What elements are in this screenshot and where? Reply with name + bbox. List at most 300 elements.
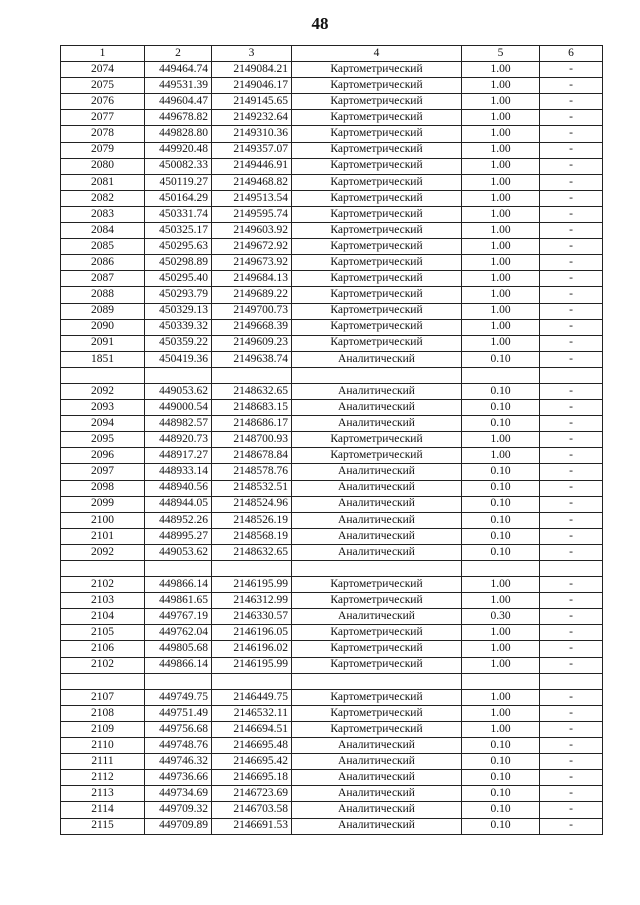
method-cell: Картометрический (292, 303, 462, 319)
point-number-cell: 2102 (61, 577, 145, 593)
table-row (61, 383, 603, 399)
x-coordinate-cell: 450331.74 (145, 206, 212, 222)
note-cell: - (540, 496, 603, 512)
accuracy-cell: 1.00 (462, 239, 540, 255)
page-number: 48 (311, 14, 329, 33)
x-coordinate-cell: 450325.17 (145, 223, 212, 239)
x-coordinate-cell: 449749.75 (145, 689, 212, 705)
method-cell: Картометрический (292, 657, 462, 673)
point-number-cell (61, 561, 145, 577)
point-number-cell: 2093 (61, 400, 145, 416)
table-row (61, 609, 603, 625)
table-row (61, 770, 603, 786)
point-number-cell: 2077 (61, 110, 145, 126)
y-coordinate-cell (212, 561, 292, 577)
method-cell: Аналитический (292, 528, 462, 544)
method-cell: Картометрический (292, 158, 462, 174)
note-cell: - (540, 383, 603, 399)
method-cell: Картометрический (292, 78, 462, 94)
y-coordinate-cell: 2149468.82 (212, 174, 292, 190)
accuracy-cell: 1.00 (462, 641, 540, 657)
point-number-cell: 2080 (61, 158, 145, 174)
method-cell (292, 367, 462, 383)
note-cell: - (540, 319, 603, 335)
accuracy-cell: 0.10 (462, 496, 540, 512)
table-row (61, 512, 603, 528)
y-coordinate-cell: 2149673.92 (212, 255, 292, 271)
x-coordinate-cell: 449767.19 (145, 609, 212, 625)
note-cell: - (540, 818, 603, 834)
header-col-2: 2 (145, 46, 212, 62)
point-number-cell (61, 367, 145, 383)
x-coordinate-cell: 449734.69 (145, 786, 212, 802)
y-coordinate-cell: 2149638.74 (212, 351, 292, 367)
x-coordinate-cell: 449531.39 (145, 78, 212, 94)
point-number-cell: 2078 (61, 126, 145, 142)
y-coordinate-cell: 2146694.51 (212, 721, 292, 737)
accuracy-cell: 1.00 (462, 593, 540, 609)
accuracy-cell: 0.10 (462, 464, 540, 480)
point-number-cell (61, 673, 145, 689)
y-coordinate-cell: 2149357.07 (212, 142, 292, 158)
method-cell: Картометрический (292, 110, 462, 126)
point-number-cell: 2104 (61, 609, 145, 625)
y-coordinate-cell: 2148578.76 (212, 464, 292, 480)
point-number-cell: 2114 (61, 802, 145, 818)
method-cell: Аналитический (292, 754, 462, 770)
y-coordinate-cell: 2149232.64 (212, 110, 292, 126)
y-coordinate-cell: 2149145.65 (212, 94, 292, 110)
table-row (61, 593, 603, 609)
y-coordinate-cell: 2149700.73 (212, 303, 292, 319)
note-cell: - (540, 802, 603, 818)
note-cell: - (540, 400, 603, 416)
y-coordinate-cell: 2149310.36 (212, 126, 292, 142)
accuracy-cell: 0.10 (462, 351, 540, 367)
point-number-cell: 2095 (61, 432, 145, 448)
y-coordinate-cell: 2149689.22 (212, 287, 292, 303)
note-cell (540, 561, 603, 577)
note-cell: - (540, 609, 603, 625)
method-cell: Аналитический (292, 609, 462, 625)
table-separator-row (61, 673, 603, 689)
y-coordinate-cell: 2146449.75 (212, 689, 292, 705)
point-number-cell: 2089 (61, 303, 145, 319)
y-coordinate-cell: 2146695.18 (212, 770, 292, 786)
x-coordinate-cell (145, 673, 212, 689)
x-coordinate-cell: 449861.65 (145, 593, 212, 609)
y-coordinate-cell: 2148678.84 (212, 448, 292, 464)
note-cell: - (540, 78, 603, 94)
point-number-cell: 2105 (61, 625, 145, 641)
accuracy-cell: 1.00 (462, 432, 540, 448)
table-separator-row (61, 561, 603, 577)
note-cell: - (540, 738, 603, 754)
accuracy-cell: 1.00 (462, 206, 540, 222)
point-number-cell: 2102 (61, 657, 145, 673)
y-coordinate-cell: 2149609.23 (212, 335, 292, 351)
table-row (61, 544, 603, 560)
accuracy-cell: 0.30 (462, 609, 540, 625)
header-col-6: 6 (540, 46, 603, 62)
y-coordinate-cell: 2148526.19 (212, 512, 292, 528)
method-cell: Картометрический (292, 335, 462, 351)
y-coordinate-cell: 2149513.54 (212, 190, 292, 206)
method-cell: Картометрический (292, 126, 462, 142)
accuracy-cell (462, 673, 540, 689)
note-cell: - (540, 239, 603, 255)
note-cell: - (540, 62, 603, 78)
y-coordinate-cell: 2149672.92 (212, 239, 292, 255)
accuracy-cell: 1.00 (462, 158, 540, 174)
y-coordinate-cell: 2148532.51 (212, 480, 292, 496)
header-col-1: 1 (61, 46, 145, 62)
table-row (61, 206, 603, 222)
table-row (61, 94, 603, 110)
accuracy-cell: 0.10 (462, 738, 540, 754)
method-cell: Аналитический (292, 383, 462, 399)
accuracy-cell: 0.10 (462, 528, 540, 544)
method-cell: Картометрический (292, 319, 462, 335)
x-coordinate-cell: 448982.57 (145, 416, 212, 432)
y-coordinate-cell: 2146695.42 (212, 754, 292, 770)
table-row (61, 738, 603, 754)
accuracy-cell: 1.00 (462, 319, 540, 335)
method-cell: Картометрический (292, 239, 462, 255)
note-cell: - (540, 641, 603, 657)
point-number-cell: 2109 (61, 721, 145, 737)
method-cell: Картометрический (292, 271, 462, 287)
x-coordinate-cell: 449464.74 (145, 62, 212, 78)
x-coordinate-cell (145, 367, 212, 383)
table-separator-row (61, 367, 603, 383)
point-number-cell: 2106 (61, 641, 145, 657)
accuracy-cell: 1.00 (462, 657, 540, 673)
note-cell: - (540, 142, 603, 158)
y-coordinate-cell: 2148632.65 (212, 383, 292, 399)
method-cell: Аналитический (292, 512, 462, 528)
method-cell: Аналитический (292, 496, 462, 512)
y-coordinate-cell: 2146196.05 (212, 625, 292, 641)
point-number-cell: 2113 (61, 786, 145, 802)
note-cell: - (540, 158, 603, 174)
y-coordinate-cell: 2146695.48 (212, 738, 292, 754)
x-coordinate-cell: 448952.26 (145, 512, 212, 528)
table-header-row (61, 46, 603, 62)
table-row (61, 496, 603, 512)
x-coordinate-cell: 450295.63 (145, 239, 212, 255)
x-coordinate-cell (145, 561, 212, 577)
point-number-cell: 2092 (61, 383, 145, 399)
note-cell: - (540, 528, 603, 544)
method-cell: Аналитический (292, 351, 462, 367)
table-row (61, 689, 603, 705)
table-row (61, 464, 603, 480)
table-row (61, 62, 603, 78)
point-number-cell: 2085 (61, 239, 145, 255)
point-number-cell: 2094 (61, 416, 145, 432)
point-number-cell: 2097 (61, 464, 145, 480)
x-coordinate-cell: 449000.54 (145, 400, 212, 416)
x-coordinate-cell: 449748.76 (145, 738, 212, 754)
accuracy-cell: 0.10 (462, 544, 540, 560)
accuracy-cell: 1.00 (462, 142, 540, 158)
note-cell: - (540, 416, 603, 432)
note-cell: - (540, 255, 603, 271)
point-number-cell: 2086 (61, 255, 145, 271)
x-coordinate-cell: 449053.62 (145, 383, 212, 399)
x-coordinate-cell: 450298.89 (145, 255, 212, 271)
x-coordinate-cell: 449604.47 (145, 94, 212, 110)
accuracy-cell: 1.00 (462, 335, 540, 351)
point-number-cell: 2103 (61, 593, 145, 609)
note-cell: - (540, 94, 603, 110)
point-number-cell: 2110 (61, 738, 145, 754)
accuracy-cell: 1.00 (462, 721, 540, 737)
note-cell: - (540, 206, 603, 222)
method-cell: Картометрический (292, 62, 462, 78)
table-row (61, 303, 603, 319)
y-coordinate-cell: 2148683.15 (212, 400, 292, 416)
y-coordinate-cell: 2146691.53 (212, 818, 292, 834)
note-cell: - (540, 223, 603, 239)
method-cell: Аналитический (292, 464, 462, 480)
y-coordinate-cell: 2146703.58 (212, 802, 292, 818)
x-coordinate-cell: 449866.14 (145, 577, 212, 593)
note-cell (540, 673, 603, 689)
accuracy-cell: 0.10 (462, 480, 540, 496)
x-coordinate-cell: 450419.36 (145, 351, 212, 367)
y-coordinate-cell: 2146195.99 (212, 657, 292, 673)
x-coordinate-cell: 449756.68 (145, 721, 212, 737)
point-number-cell: 2084 (61, 223, 145, 239)
method-cell: Аналитический (292, 416, 462, 432)
table-row (61, 110, 603, 126)
note-cell (540, 367, 603, 383)
table-row (61, 126, 603, 142)
x-coordinate-cell: 449751.49 (145, 705, 212, 721)
y-coordinate-cell: 2149084.21 (212, 62, 292, 78)
x-coordinate-cell: 449678.82 (145, 110, 212, 126)
x-coordinate-cell: 450119.27 (145, 174, 212, 190)
y-coordinate-cell: 2146195.99 (212, 577, 292, 593)
point-number-cell: 2090 (61, 319, 145, 335)
table-row (61, 721, 603, 737)
method-cell: Аналитический (292, 802, 462, 818)
header-col-4: 4 (292, 46, 462, 62)
y-coordinate-cell: 2146330.57 (212, 609, 292, 625)
accuracy-cell: 0.10 (462, 818, 540, 834)
method-cell: Аналитический (292, 770, 462, 786)
method-cell: Картометрический (292, 625, 462, 641)
method-cell: Картометрический (292, 223, 462, 239)
table-row (61, 416, 603, 432)
table-row (61, 335, 603, 351)
header-col-5: 5 (462, 46, 540, 62)
note-cell: - (540, 577, 603, 593)
accuracy-cell: 1.00 (462, 577, 540, 593)
accuracy-cell: 0.10 (462, 416, 540, 432)
point-number-cell: 1851 (61, 351, 145, 367)
point-number-cell: 2096 (61, 448, 145, 464)
y-coordinate-cell: 2149603.92 (212, 223, 292, 239)
point-number-cell: 2074 (61, 62, 145, 78)
y-coordinate-cell: 2146196.02 (212, 641, 292, 657)
note-cell: - (540, 335, 603, 351)
method-cell: Аналитический (292, 786, 462, 802)
x-coordinate-cell: 450339.32 (145, 319, 212, 335)
point-number-cell: 2075 (61, 78, 145, 94)
note-cell: - (540, 754, 603, 770)
point-number-cell: 2087 (61, 271, 145, 287)
accuracy-cell: 1.00 (462, 689, 540, 705)
method-cell: Картометрический (292, 593, 462, 609)
note-cell: - (540, 544, 603, 560)
table-row (61, 448, 603, 464)
point-number-cell: 2100 (61, 512, 145, 528)
table-row (61, 239, 603, 255)
table-row (61, 158, 603, 174)
x-coordinate-cell: 449709.89 (145, 818, 212, 834)
method-cell: Картометрический (292, 174, 462, 190)
accuracy-cell: 1.00 (462, 255, 540, 271)
table-row (61, 754, 603, 770)
accuracy-cell: 0.10 (462, 786, 540, 802)
table-row (61, 190, 603, 206)
x-coordinate-cell: 449762.04 (145, 625, 212, 641)
accuracy-cell: 0.10 (462, 754, 540, 770)
table-row (61, 400, 603, 416)
accuracy-cell: 1.00 (462, 110, 540, 126)
x-coordinate-cell: 449746.32 (145, 754, 212, 770)
accuracy-cell: 1.00 (462, 62, 540, 78)
point-number-cell: 2107 (61, 689, 145, 705)
note-cell: - (540, 705, 603, 721)
point-number-cell: 2101 (61, 528, 145, 544)
y-coordinate-cell: 2148686.17 (212, 416, 292, 432)
method-cell: Картометрический (292, 641, 462, 657)
note-cell: - (540, 464, 603, 480)
accuracy-cell: 1.00 (462, 190, 540, 206)
accuracy-cell: 1.00 (462, 287, 540, 303)
note-cell: - (540, 657, 603, 673)
table-row (61, 577, 603, 593)
table-row (61, 625, 603, 641)
method-cell: Аналитический (292, 818, 462, 834)
table-row (61, 319, 603, 335)
note-cell: - (540, 126, 603, 142)
accuracy-cell: 0.10 (462, 383, 540, 399)
method-cell: Картометрический (292, 432, 462, 448)
note-cell: - (540, 287, 603, 303)
method-cell: Картометрический (292, 94, 462, 110)
method-cell: Картометрический (292, 721, 462, 737)
note-cell: - (540, 190, 603, 206)
y-coordinate-cell: 2149595.74 (212, 206, 292, 222)
table-row (61, 255, 603, 271)
table-row (61, 818, 603, 834)
accuracy-cell (462, 561, 540, 577)
x-coordinate-cell: 448917.27 (145, 448, 212, 464)
note-cell: - (540, 625, 603, 641)
note-cell: - (540, 174, 603, 190)
accuracy-cell: 0.10 (462, 802, 540, 818)
note-cell: - (540, 593, 603, 609)
method-cell: Картометрический (292, 287, 462, 303)
method-cell (292, 561, 462, 577)
method-cell: Картометрический (292, 142, 462, 158)
note-cell: - (540, 770, 603, 786)
x-coordinate-cell: 449709.32 (145, 802, 212, 818)
x-coordinate-cell: 450293.79 (145, 287, 212, 303)
header-col-3: 3 (212, 46, 292, 62)
table-row (61, 78, 603, 94)
point-number-cell: 2099 (61, 496, 145, 512)
point-number-cell: 2082 (61, 190, 145, 206)
note-cell: - (540, 432, 603, 448)
accuracy-cell: 1.00 (462, 174, 540, 190)
point-number-cell: 2088 (61, 287, 145, 303)
accuracy-cell: 1.00 (462, 705, 540, 721)
accuracy-cell: 1.00 (462, 78, 540, 94)
accuracy-cell: 1.00 (462, 303, 540, 319)
x-coordinate-cell: 449805.68 (145, 641, 212, 657)
y-coordinate-cell: 2149684.13 (212, 271, 292, 287)
accuracy-cell: 1.00 (462, 126, 540, 142)
method-cell: Аналитический (292, 400, 462, 416)
table-row (61, 223, 603, 239)
table-row (61, 802, 603, 818)
note-cell: - (540, 303, 603, 319)
point-number-cell: 2115 (61, 818, 145, 834)
accuracy-cell: 0.10 (462, 770, 540, 786)
table-row (61, 432, 603, 448)
table-row (61, 142, 603, 158)
table-row (61, 786, 603, 802)
point-number-cell: 2098 (61, 480, 145, 496)
point-number-cell: 2092 (61, 544, 145, 560)
table-row (61, 480, 603, 496)
y-coordinate-cell: 2146532.11 (212, 705, 292, 721)
method-cell: Аналитический (292, 738, 462, 754)
method-cell: Картометрический (292, 577, 462, 593)
x-coordinate-cell: 448920.73 (145, 432, 212, 448)
x-coordinate-cell: 450164.29 (145, 190, 212, 206)
point-number-cell: 2083 (61, 206, 145, 222)
y-coordinate-cell: 2149668.39 (212, 319, 292, 335)
note-cell: - (540, 448, 603, 464)
accuracy-cell: 0.10 (462, 512, 540, 528)
x-coordinate-cell: 450359.22 (145, 335, 212, 351)
table-row (61, 351, 603, 367)
accuracy-cell: 1.00 (462, 223, 540, 239)
y-coordinate-cell: 2148568.19 (212, 528, 292, 544)
point-number-cell: 2079 (61, 142, 145, 158)
note-cell: - (540, 689, 603, 705)
y-coordinate-cell (212, 673, 292, 689)
y-coordinate-cell: 2148632.65 (212, 544, 292, 560)
table-row (61, 705, 603, 721)
x-coordinate-cell: 449053.62 (145, 544, 212, 560)
x-coordinate-cell: 450295.40 (145, 271, 212, 287)
note-cell: - (540, 512, 603, 528)
y-coordinate-cell: 2146312.99 (212, 593, 292, 609)
x-coordinate-cell: 448940.56 (145, 480, 212, 496)
point-number-cell: 2112 (61, 770, 145, 786)
method-cell (292, 673, 462, 689)
table-row (61, 271, 603, 287)
note-cell: - (540, 110, 603, 126)
